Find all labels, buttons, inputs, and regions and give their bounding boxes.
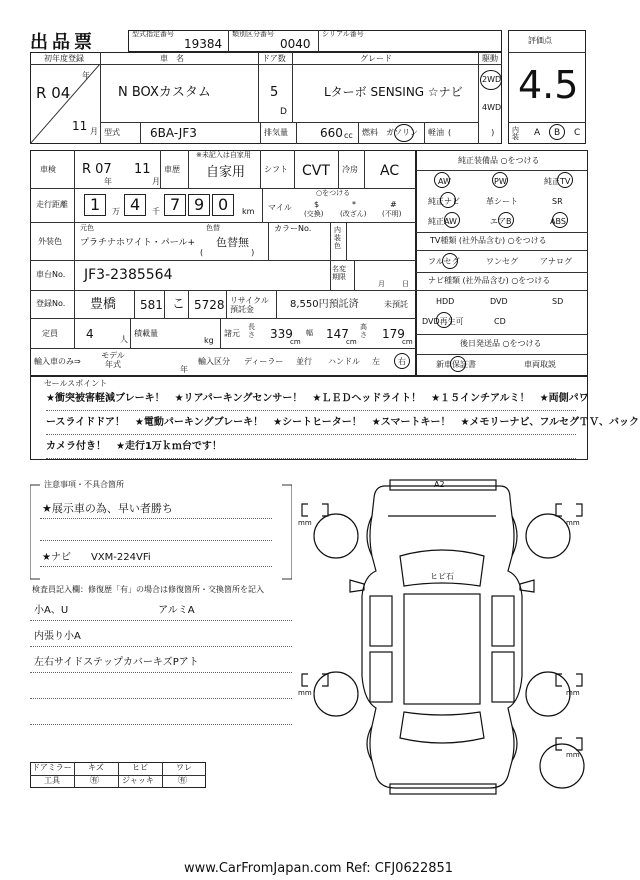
navi-dvd: DVD	[490, 297, 508, 306]
first-reg-year: R 04	[36, 84, 71, 102]
sales-label: セールスポイント	[44, 379, 108, 388]
reg-area: 豊橋	[90, 297, 117, 312]
capacity-label: 定員	[42, 329, 58, 338]
chassis-label: 車台No.	[36, 270, 66, 279]
mileage-digit: 7	[170, 195, 181, 214]
recycle-unpaid: 未預託	[384, 300, 408, 309]
fuel-circle	[394, 124, 414, 142]
color-change-value: 色替無	[216, 236, 249, 249]
capacity-value: 4	[86, 327, 94, 341]
damage-label-a2: A2	[434, 480, 445, 489]
recycle-value: 8,550円預託済	[290, 299, 359, 310]
note-line: ★ナビ VXM-224VFi	[42, 552, 151, 563]
shift-label: シフト	[264, 165, 288, 174]
equip-abs: ABS	[550, 217, 566, 226]
color-change-label: 色替	[206, 224, 220, 232]
mileage-digit: 9	[194, 195, 205, 214]
katashiki-label: 型式指定番号	[132, 30, 174, 38]
navi-title: ナビ種類 (社外品含む) ○をつける	[428, 276, 551, 285]
legend-cell: ㊒	[90, 776, 100, 786]
name-change-month: 月	[378, 280, 385, 288]
equip-leather: 革シート	[486, 197, 518, 206]
drive-2wd: 2WD	[482, 75, 502, 84]
dims-label: 諸元	[224, 329, 240, 338]
mm-label: mm	[566, 689, 580, 697]
tv-analog: アナログ	[540, 257, 572, 266]
shift-value: CVT	[302, 163, 330, 179]
tv-fullseg-circle	[442, 253, 458, 269]
equip-aw: AW	[438, 177, 451, 186]
length-label: 長さ	[248, 323, 255, 339]
later-manual: 車両取説	[524, 360, 556, 369]
interior-a: A	[534, 128, 541, 138]
later-title: 後日発送品 ○をつける	[460, 339, 542, 348]
equip-tv: 純正TV	[544, 177, 571, 186]
width-unit: cm	[346, 338, 357, 346]
mm-label: mm	[298, 689, 312, 697]
equip-aw-circle	[434, 172, 450, 188]
ac-value: AC	[380, 163, 400, 179]
chassis-number: JF3-2385564	[84, 267, 173, 283]
grade-score: 4.5	[518, 63, 579, 107]
color-label: 外装色	[38, 237, 62, 246]
shaken-label: 車検	[40, 165, 56, 174]
inspector-line: 左右サイドステップカバーキズPアト	[34, 657, 199, 668]
door-type: D	[280, 107, 287, 117]
equip-navi: 純正ナビ	[428, 197, 460, 206]
mileage-man-mark: 万	[112, 207, 120, 216]
legend-cell: 工具	[44, 776, 60, 785]
width-value: 147	[326, 327, 349, 341]
tv-oneseg: ワンセグ	[486, 257, 518, 266]
mark-note: ○をつける	[316, 189, 351, 197]
grade-box-label: 評価点	[528, 36, 552, 45]
reg-class: 581	[140, 298, 163, 312]
mileage-sen-mark: 千	[152, 207, 160, 216]
drive-2wd-circle	[480, 70, 502, 90]
grade-col-label: グレード	[360, 54, 392, 63]
equip-navi-circle	[440, 192, 456, 208]
height-label: 高さ	[360, 323, 367, 339]
interior-b: B	[554, 128, 561, 138]
tv-fullseg: フルセグ	[428, 257, 460, 266]
equip-pw-circle	[492, 172, 508, 188]
width-label: 幅	[306, 329, 313, 337]
equip-airbag: エアB	[490, 217, 512, 226]
recycle-label: リサイクル預託金	[230, 296, 269, 315]
light-oil-label: 軽油	[428, 128, 444, 137]
interior-c: C	[574, 128, 581, 138]
first-reg-year-mark: 年	[82, 71, 90, 80]
mm-label: mm	[566, 519, 580, 527]
reg-kana: こ	[172, 297, 186, 312]
displacement-label: 排気量	[264, 128, 288, 137]
mileage-digit: 0	[218, 195, 229, 214]
car-name-label: 車 名	[160, 54, 184, 63]
mark-unknown: (不明)	[382, 210, 402, 218]
interior-label: 内装	[512, 126, 519, 141]
height-value: 179	[382, 327, 405, 341]
diagonal-slash	[30, 64, 100, 144]
serial-label: シリアル番号	[322, 30, 364, 38]
capacity-unit: 人	[120, 335, 128, 344]
height-unit: cm	[402, 338, 413, 346]
color-sub-label: 元色	[80, 224, 94, 232]
car-name: N BOXカスタム	[118, 85, 211, 100]
interior-color-label: 内装色	[334, 226, 341, 251]
doors-label: ドア数	[262, 54, 286, 63]
import-type-label: 輸入区分	[198, 357, 230, 366]
handle-left: 左	[372, 357, 380, 366]
drive-4wd: 4WD	[482, 103, 502, 112]
model-year-label: モデル年式	[101, 351, 125, 369]
navi-sd: SD	[552, 297, 564, 306]
import-dealer: ディーラー	[244, 357, 284, 366]
legend-header: ヒビ	[132, 763, 148, 772]
shaken-month: 11	[134, 162, 151, 177]
first-reg-month: 11	[72, 119, 88, 133]
ruibetsu-label: 類別区分番号	[232, 30, 274, 38]
import-parallel: 並行	[296, 357, 312, 366]
length-value: 339	[270, 327, 293, 341]
navi-dvd-play: DVD再生可	[422, 317, 464, 326]
first-reg-label: 初年度登録	[44, 54, 84, 63]
usage-value: 自家用	[206, 165, 246, 180]
light-oil-paren: ( )	[448, 128, 495, 137]
mark-hash: #	[390, 200, 397, 209]
sales-line: ★衝突被害軽減ブレーキ！ ★リアパーキングセンサー！ ★ＬＥＤヘッドライト！ ★１５インチアルミ！ ★両側パワ	[46, 393, 589, 404]
legend-header: キズ	[88, 763, 104, 772]
later-warranty-circle	[450, 356, 466, 372]
mileage-digit: 4	[130, 195, 141, 214]
reg-label: 登録No.	[36, 299, 66, 308]
fuel-gasoline: ガソリン	[386, 128, 418, 137]
usage-label: 車歴	[164, 165, 180, 174]
mark-exchange: (交換)	[304, 210, 324, 218]
fuel-label: 燃料	[362, 128, 378, 137]
notes-label: 注意事項・不具合箇所	[44, 480, 124, 489]
navi-cd: CD	[494, 317, 506, 326]
inspector-line: 内張り小A	[34, 631, 81, 642]
katashiki-number: 19384	[184, 37, 223, 51]
navi-dvd-play-circle	[436, 312, 452, 328]
interior-b-circle	[549, 124, 565, 140]
note-line: ★展示車の為、早い者勝ち	[42, 502, 173, 515]
damage-label-hibi: ヒビ石	[430, 572, 454, 581]
mark-altered: (改ざん)	[340, 210, 367, 218]
reg-number: 5728	[194, 298, 225, 312]
mileage-km-unit: km	[242, 207, 255, 216]
length-unit: cm	[290, 338, 301, 346]
inspector-label: 検査員記入欄：修復歴「有」の場合は修復箇所・交換箇所を記入	[32, 585, 264, 594]
displacement-value: 660	[320, 126, 343, 140]
shaken-month-mark: 月	[152, 177, 160, 186]
legend-header: ドアミラー	[32, 763, 72, 772]
footer-watermark: www.CarFromJapan.com Ref: CFJ0622851	[184, 861, 454, 876]
handle-label: ハンドル	[328, 357, 360, 366]
mm-label: mm	[298, 519, 312, 527]
color-no-label: カラーNo.	[274, 224, 312, 233]
equip-airbag-circle	[498, 212, 514, 228]
mileage-digit: 1	[90, 195, 101, 214]
sales-line: カメラ付き！ ★走行1万ｋｍ台です！	[46, 441, 222, 452]
car-damage-diagram	[290, 476, 590, 806]
mm-label: mm	[566, 751, 580, 759]
doors-count: 5	[270, 85, 279, 100]
equip-pw: PW	[494, 177, 507, 186]
mileage-label: 走行距離	[36, 200, 68, 209]
usage-note: ※未記入は自家用	[196, 151, 251, 159]
equip-tv-circle	[557, 172, 573, 188]
equipment-title: 純正装備品 ○をつける	[458, 156, 540, 165]
equip-sr: SR	[552, 197, 563, 206]
displacement-unit: cc	[344, 131, 353, 140]
mile-label: マイル	[268, 203, 292, 212]
mark-dollar: $	[314, 200, 320, 209]
color-change-paren: ( )	[200, 248, 255, 257]
sales-line: ースライドドア！ ★電動パーキングブレーキ！ ★シートヒーター！ ★スマートキー！ ★メモリーナビ、フルセグＴＶ、バック	[46, 417, 639, 428]
first-reg-month-mark: 月	[90, 127, 98, 136]
tv-title: TV種類 (社外品含む) ○をつける	[430, 236, 547, 245]
inspector-line: 小A、U アルミA	[34, 605, 195, 616]
navi-hdd: HDD	[436, 297, 455, 306]
equip-genuine-aw: 純正AW	[428, 217, 457, 226]
shaken-year: R 07	[82, 162, 112, 177]
sheet-title: 出品票	[30, 32, 96, 53]
name-change-label: 名変期限	[332, 265, 346, 282]
legend-cell: ジャッキ	[122, 776, 154, 785]
model-year-unit: 年	[180, 365, 188, 374]
car-grade: Lターボ SENSING ☆ナビ	[324, 85, 463, 99]
model-label: 型式	[104, 128, 120, 137]
mark-star: *	[352, 200, 356, 209]
equip-genuine-aw-circle	[444, 212, 460, 228]
ruibetsu-number: 0040	[280, 37, 311, 51]
import-label: 輸入車のみ⇒	[34, 357, 81, 366]
handle-right-circle	[394, 353, 410, 369]
shaken-year-mark: 年	[104, 177, 112, 186]
name-change-day: 日	[402, 280, 409, 288]
equip-abs-circle	[552, 212, 568, 228]
legend-cell: ㊒	[178, 776, 188, 786]
load-unit: kg	[204, 336, 214, 345]
handle-right: 右	[398, 357, 406, 366]
color-value: プラチナホワイト・パール+	[80, 238, 196, 248]
drive-label: 駆動	[482, 54, 498, 63]
legend-header: ワレ	[176, 763, 192, 772]
detail-table	[30, 150, 416, 376]
load-label: 積載量	[134, 329, 158, 338]
later-warranty: 新車保証書	[436, 360, 476, 369]
model-code: 6BA-JF3	[150, 126, 197, 140]
ac-label: 冷房	[342, 165, 358, 174]
